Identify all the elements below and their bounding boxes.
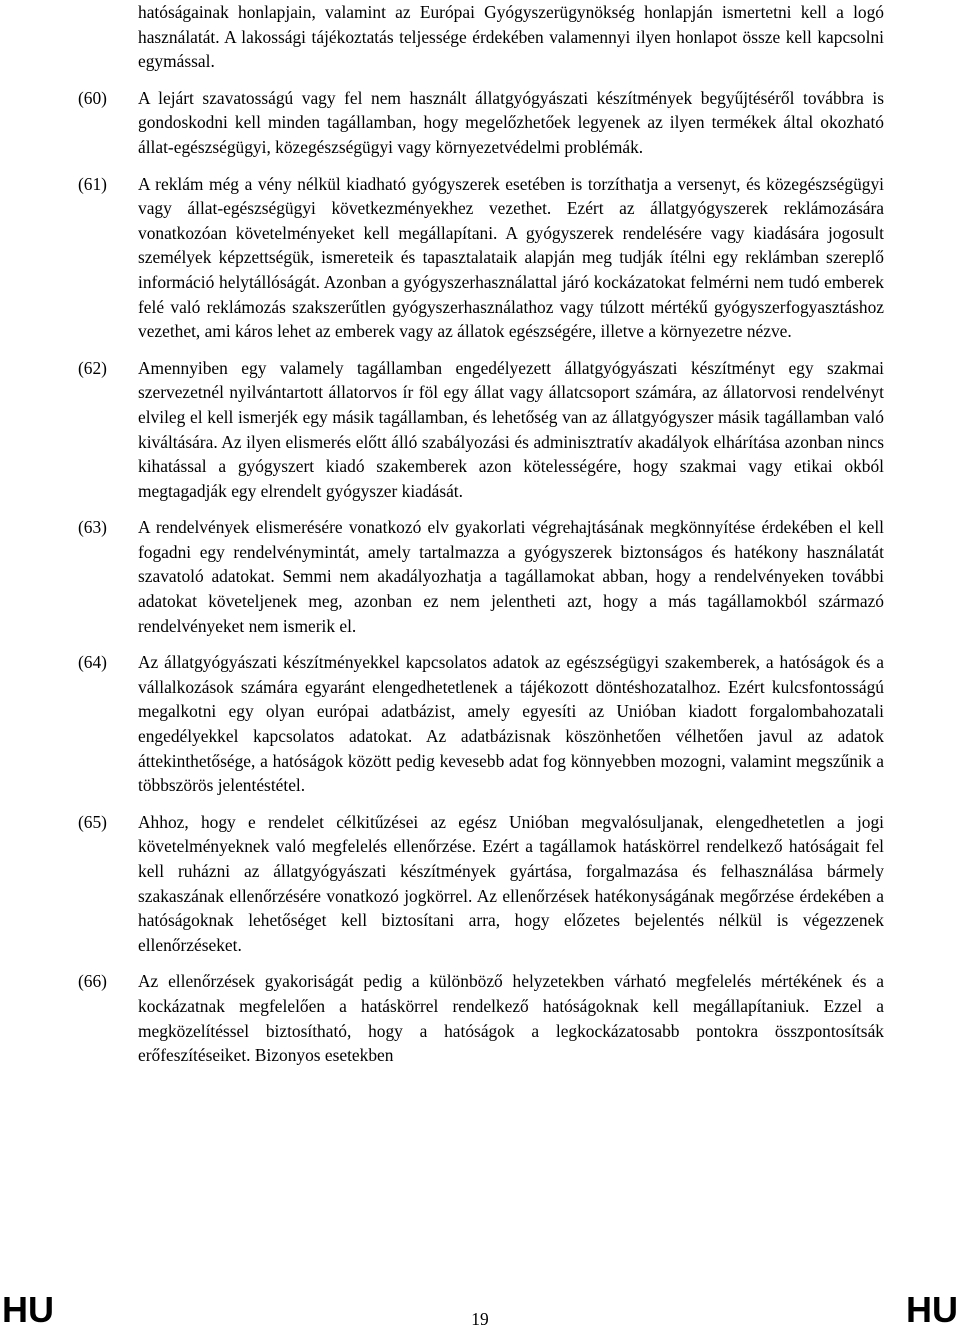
footer-language-left: HU (2, 1289, 54, 1330)
page-number: 19 (471, 1309, 489, 1329)
recital-text: Amennyiben egy valamely tagállamban engedélyezett állatgyógyászati készítményt egy szakmai szervezetnél nyilvántartott állatorvos ír föl egy állat vagy állatcsoport számára, az állatorvosi rendelvényt elvileg el kell ismerjék egy másik tagállamban, és lehetőség van az állatgyógyszer másik tagállamban való kiváltására. Az ilyen elismerés előtt álló szabályozási és adminisztratív akadályok elhárítása azonban nincs kihatással a gyógyszert kiadó szakemberek azon kötelességére, hogy szakmai vagy etikai okból megtagadják egy elrendelt gyógyszer kiadását. (138, 357, 884, 501)
recital-number: (65) (78, 811, 107, 832)
recital-number: (63) (78, 517, 107, 538)
recital-64 (78, 650, 884, 798)
recital-65 (78, 810, 884, 958)
recital-63 (78, 515, 884, 638)
recital-text: Ahhoz, hogy e rendelet célkitűzései az egész Unióban megvalósuljanak, elengedhetetlen a jogi követelményeknek való megfelelés ellenőrzése. Ezért a tagállamok hatáskörrel rendelkező hatóságait fel kell ruházni az állatgyógyászati készítmények gyártása, forgalmazása és felhasználása bármely szakaszának ellenőrzésére vonatkozó jogkörrel. Az ellenőrzések hatékonyságának megőrzése érdekében a hatóságoknak lehetőséget kell biztosítani arra, hogy előzetes bejelentés nélkül is végezzenek ellenőrzéseket. (138, 811, 884, 955)
recital-text: A lejárt szavatosságú vagy fel nem használt állatgyógyászati készítmények begyűjtéséről továbbra is gondoskodni kell minden tagállamban, hogy megelőzhetőek legyenek az ilyen termékek által okozható állat-egészségügyi, közegészségügyi vagy környezetvédelmi problémák. (138, 87, 884, 157)
recital-number: (64) (78, 652, 107, 673)
recital-62 (78, 356, 884, 504)
recital-60 (78, 86, 884, 160)
recital-66 (78, 969, 884, 1067)
recital-number: (66) (78, 971, 107, 992)
intro-paragraph: hatóságainak honlapjain, valamint az Európai Gyógyszerügynökség honlapján ismertetni kell a logó használatát. A lakossági tájékoztatás teljessége érdekében valamennyi ilyen honlapot össze kell kapcsolni egymással. (138, 2, 884, 72)
recital-number: (60) (78, 87, 107, 108)
recital-61 (78, 172, 884, 344)
recital-text: A reklám még a vény nélkül kiadható gyógyszerek esetében is torzíthatja a versenyt, és közegészségügyi vagy állat-egészségügyi következményekhez vezethet. Ezért az állatgyógyszerek reklámozására vonatkozóan követelményeket kell megállapítani. A gyógyszerek rendelésére vagy kiadására jogosult személyek képzettségük, ismereteik és tapasztalataik alapján meg tudják ítélni egy reklámban szereplő információ helytállóságát. Azonban a gyógyszerhasználattal járó kockázatokat felmérni nem tudó emberek felé való reklámozás szakszerűtlen gyógyszerhasználathoz vagy túlzott mértékű gyógyszerfogyasztáshoz vezethet, ami káros lehet az emberek vagy az állatok egészségére, illetve a környezetre nézve. (138, 173, 884, 342)
recital-text: Az állatgyógyászati készítményekkel kapcsolatos adatok az egészségügyi szakemberek, a hatóságok és a vállalkozások számára egyaránt elengedhetetlenek a tájékozott döntéshozatalhoz. Ezért kulcsfontosságú megalkotni egy olyan európai adatbázist, amely egyesíti az Unióban kiadott forgalombahozatali engedélyekkel kapcsolatos adatokat. Az adatbázisnak köszönhetően vélhetően javul az adatok áttekinthetősége, a hatóságok között pedig kevesebb adat fog könnyebben mozogni, valamint megszűnik a többszörös jelentéstétel. (138, 652, 884, 796)
recital-text: A rendelvények elismerésére vonatkozó elv gyakorlati végrehajtásának megkönnyítése érdekében el kell fogadni egy rendelvénymintát, amely tartalmazza a gyógyszerek biztonságos és hatékony használatát szavatoló adatokat. Semmi nem akadályozhatja a tagállamokat abban, hogy a rendelvényeken további adatokat követeljenek meg, azonban ez nem jelentheti azt, hogy a más tagállamokból származó rendelvényeket nem ismerik el. (138, 517, 884, 636)
recital-number: (61) (78, 173, 107, 194)
recital-number: (62) (78, 357, 107, 378)
recital-text: Az ellenőrzések gyakoriságát pedig a különböző helyzetekben várható megfelelés mértékének és a kockázatnak megfelelően a hatáskörrel rendelkező hatóságoknak kell megállapítaniuk. Ezzel a megközelítéssel biztosítható, hogy a hatóságok a legkockázatosabb pontokra összpontosítsák erőfeszítéseiket. Bizonyos esetekben (138, 971, 884, 1066)
document-body (78, 0, 884, 1068)
footer-language-right: HU (906, 1289, 958, 1330)
